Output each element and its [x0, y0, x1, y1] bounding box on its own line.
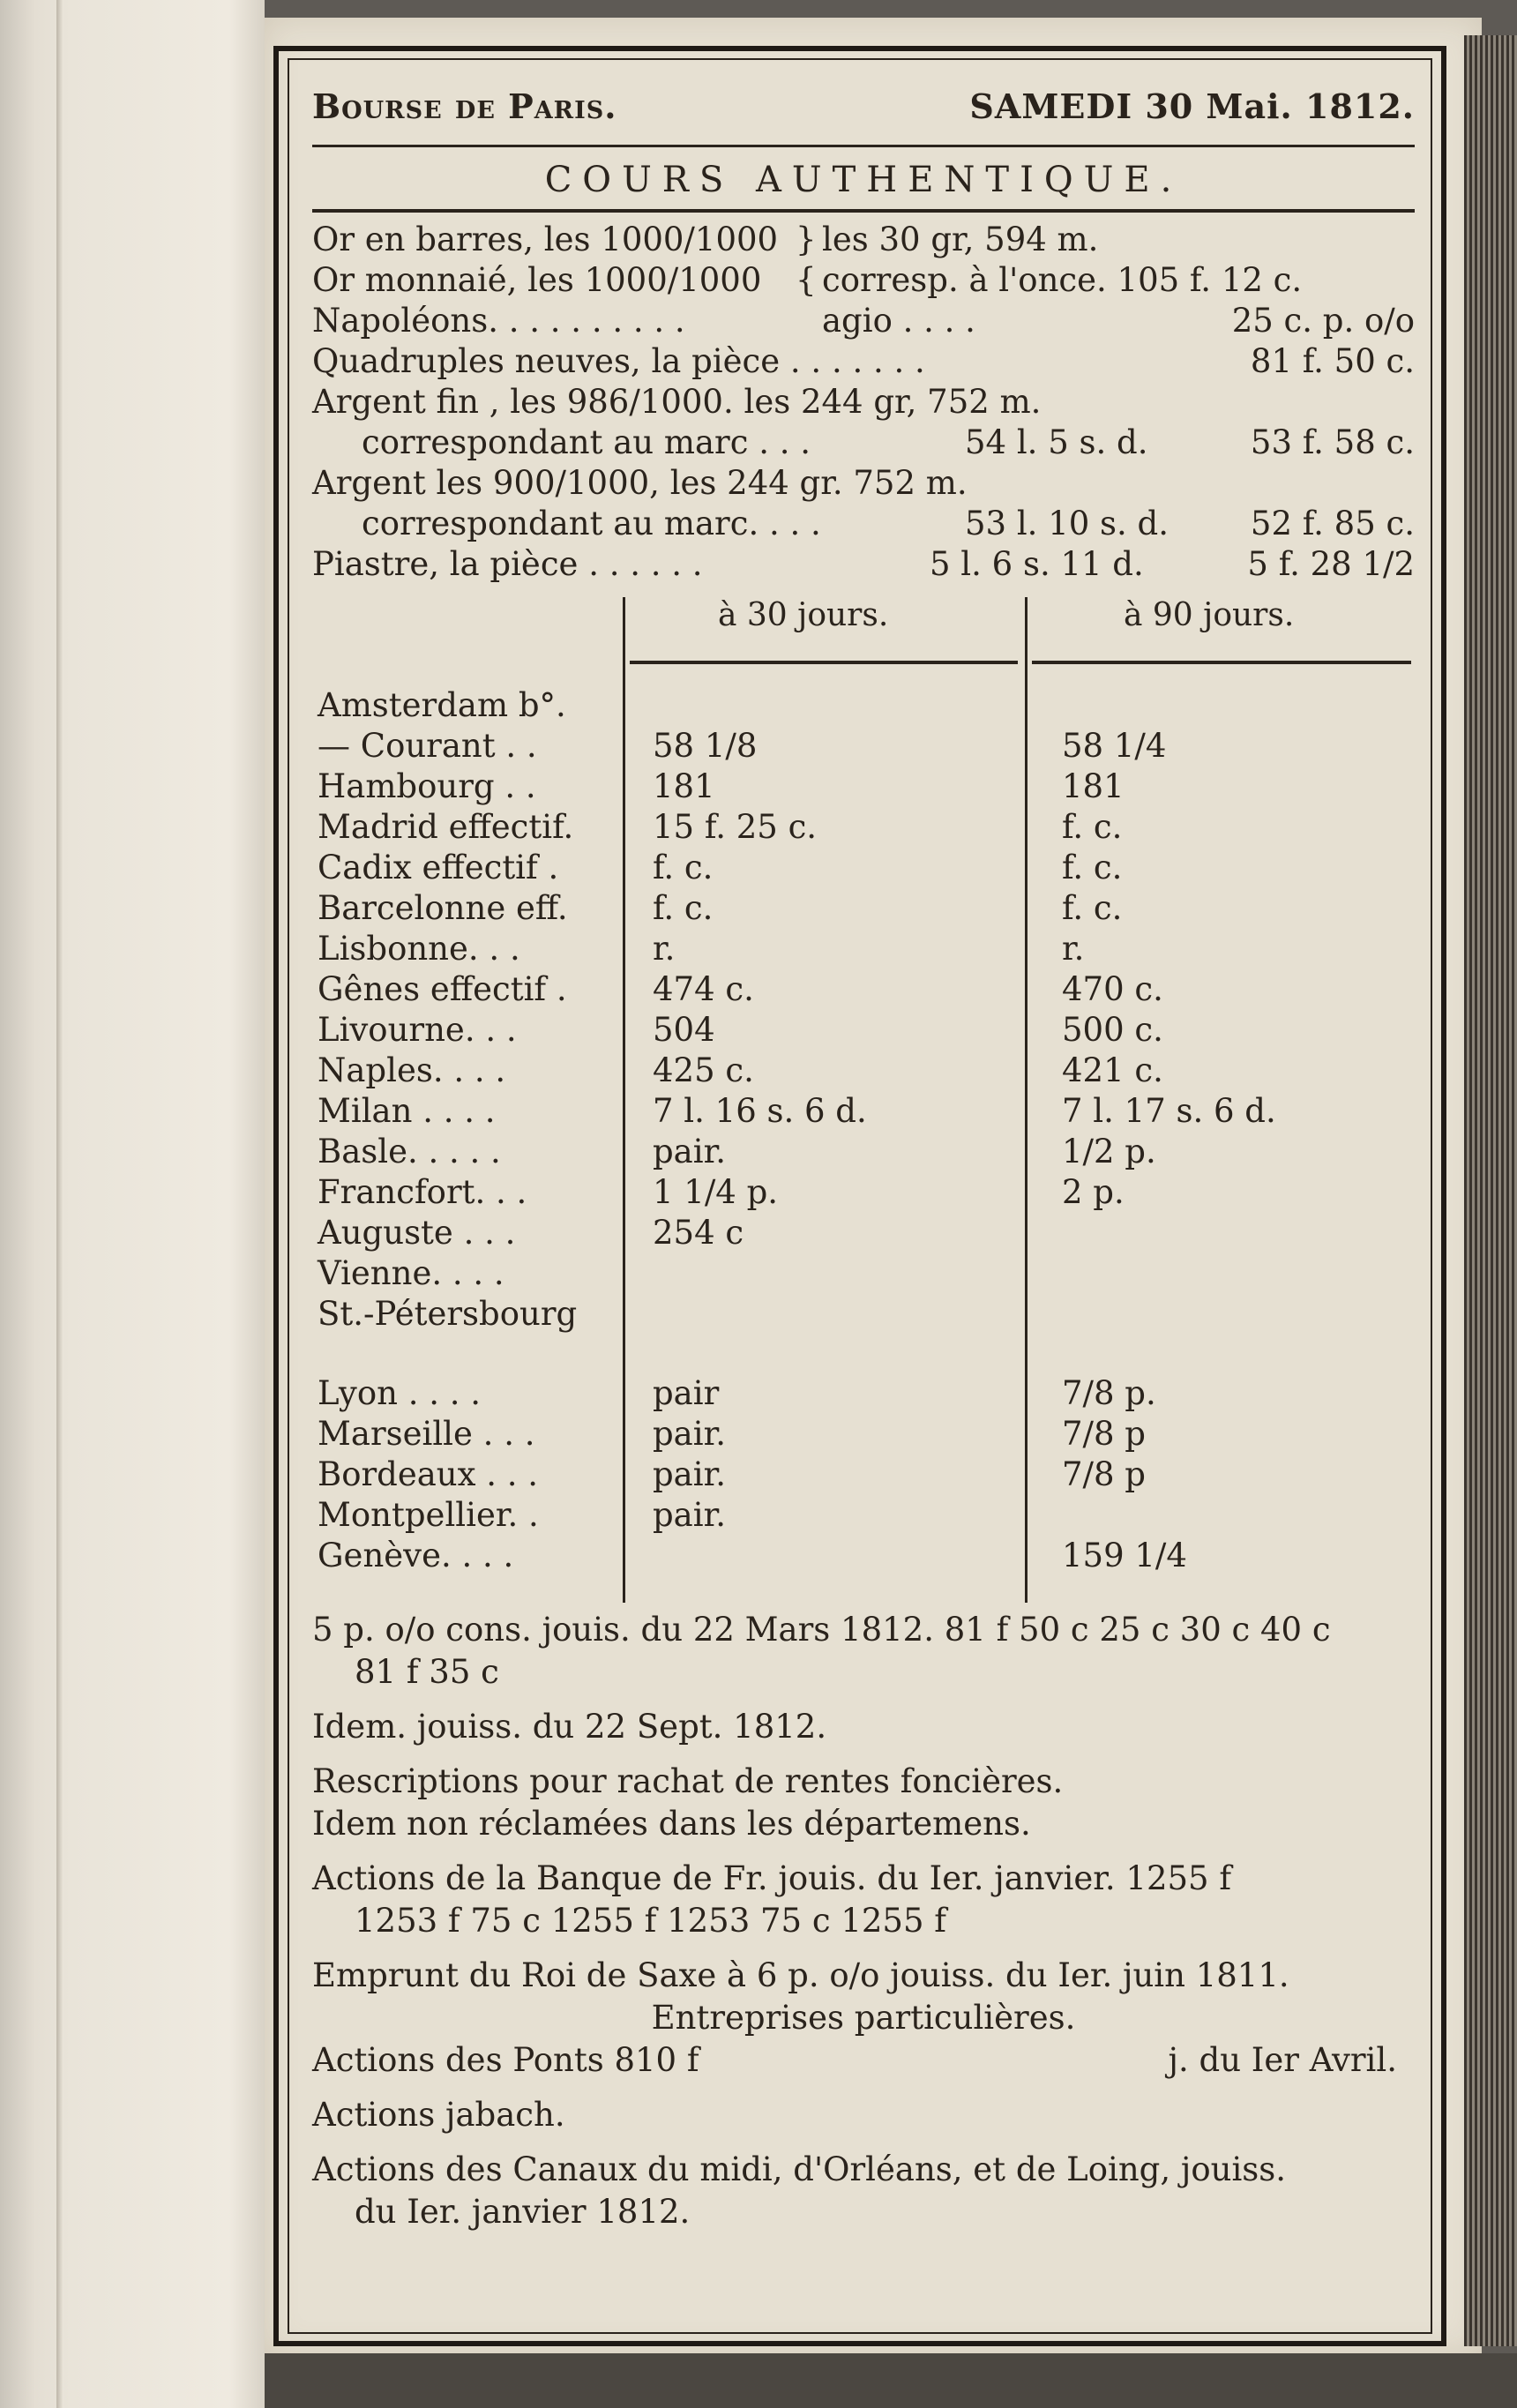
- securities-line: Idem non réclamées dans les départemens.: [312, 1805, 1031, 1843]
- table-row: Auguste . . . 254 c: [318, 1214, 744, 1252]
- header-date: SAMEDI 30 Mai. 1812.: [969, 86, 1415, 126]
- table-row: — Courant . . 58 1/8 58 1/4: [318, 727, 1167, 765]
- table-row: Naples. . . . 425 c. 421 c.: [318, 1051, 1163, 1089]
- table-row: Gênes effectif . 474 c. 470 c.: [318, 970, 1163, 1008]
- table-row: Lyon . . . . pair 7/8 p.: [318, 1374, 1156, 1412]
- page-title: COURS AUTHENTIQUE.: [544, 160, 1183, 200]
- metal-line: Napoléons. . . . . . . . . . agio . . . . 25 c. p. o/o: [312, 302, 1415, 340]
- col-header-rule: [630, 661, 1018, 664]
- securities-line: Emprunt du Roi de Saxe à 6 p. o/o jouiss. du Ier. juin 1811.: [312, 1956, 1289, 1994]
- col-header-30-days: à 30 jours.: [718, 597, 889, 633]
- table-row: Madrid effectif. 15 f. 25 c. f. c.: [318, 808, 1123, 846]
- metal-line: Argent les 900/1000, les 244 gr. 752 m.: [312, 464, 968, 502]
- page-header: [312, 79, 1415, 132]
- col-header-rule: [1032, 661, 1411, 664]
- table-row: Amsterdam b°.: [318, 686, 566, 724]
- securities-line: Actions des Canaux du midi, d'Orléans, et de Loing, jouiss.: [312, 2150, 1287, 2188]
- spine-fold: [56, 0, 64, 2408]
- table-row: Livourne. . . 504 500 c.: [318, 1011, 1163, 1049]
- section-heading: Entreprises particulières.: [651, 1999, 1076, 2037]
- page-stack-edge: [1464, 35, 1517, 2346]
- metal-line: correspondant au marc. . . . 53 l. 10 s. d. 52 f. 85 c.: [362, 505, 1415, 542]
- table-row: Cadix effectif . f. c. f. c.: [318, 849, 1123, 886]
- securities-line: Idem. jouiss. du 22 Sept. 1812.: [312, 1708, 827, 1746]
- table-row: Genève. . . . 159 1/4: [318, 1537, 1187, 1574]
- exchange-rates-table: [312, 588, 1415, 1612]
- table-row: Bordeaux . . . pair. 7/8 p: [318, 1455, 1146, 1493]
- header-left: Bourse de Paris.: [312, 86, 617, 126]
- securities-line: Actions de la Banque de Fr. jouis. du Ier. janvier. 1255 f: [312, 1859, 1232, 1897]
- securities-line: 81 f 35 c: [355, 1653, 499, 1691]
- securities-section: [312, 1609, 1415, 2233]
- table-row: Francfort. . . 1 1/4 p. 2 p.: [318, 1173, 1125, 1211]
- metal-line: Argent fin , les 986/1000. les 244 gr, 752 m.: [312, 383, 1042, 421]
- document-content: [312, 79, 1415, 1612]
- table-row: St.-Pétersbourg: [318, 1295, 578, 1333]
- metal-line: correspondant au marc . . . 54 l. 5 s. d. 53 f. 58 c.: [362, 423, 1415, 461]
- securities-line: Actions des Ponts 810 f j. du Ier Avril.: [312, 2041, 1397, 2079]
- table-row: Lisbonne. . . r. r.: [318, 930, 1085, 968]
- col-header-90-days: à 90 jours.: [1124, 597, 1295, 633]
- table-row: Marseille . . . pair. 7/8 p: [318, 1415, 1146, 1453]
- securities-line: 1253 f 75 c 1255 f 1253 75 c 1255 f: [355, 1902, 946, 1940]
- securities-line: Actions jabach.: [312, 2096, 565, 2134]
- metal-line: Or en barres, les 1000/1000 } les 30 gr, 594 m.: [312, 221, 1099, 258]
- table-row: Barcelonne eff. f. c. f. c.: [318, 889, 1123, 927]
- table-row: Milan . . . . 7 l. 16 s. 6 d. 7 l. 17 s. 6 d.: [318, 1092, 1276, 1130]
- table-row: Basle. . . . . pair. 1/2 p.: [318, 1133, 1156, 1170]
- metal-line: Quadruples neuves, la pièce . . . . . . . 81 f. 50 c.: [312, 342, 1415, 380]
- metal-line: Piastre, la pièce . . . . . . 5 l. 6 s. 11 d. 5 f. 28 1/2: [312, 545, 1415, 583]
- background-strip: [265, 2353, 1517, 2408]
- title-rule: [312, 209, 1415, 213]
- metals-section: [312, 220, 1415, 585]
- table-row: Montpellier. . pair.: [318, 1496, 726, 1534]
- left-page-edge: [0, 0, 265, 2408]
- metal-line: Or monnaié, les 1000/1000 { corresp. à l'once. 105 f. 12 c.: [312, 261, 1303, 299]
- securities-line: 5 p. o/o cons. jouis. du 22 Mars 1812. 81 f 50 c 25 c 30 c 40 c: [312, 1611, 1331, 1649]
- table-row: Hambourg . . 181 181: [318, 767, 1125, 805]
- table-row: Vienne. . . .: [318, 1254, 504, 1292]
- header-rule: [312, 145, 1415, 147]
- securities-line: Rescriptions pour rachat de rentes foncières.: [312, 1762, 1064, 1800]
- securities-line: du Ier. janvier 1812.: [355, 2193, 691, 2231]
